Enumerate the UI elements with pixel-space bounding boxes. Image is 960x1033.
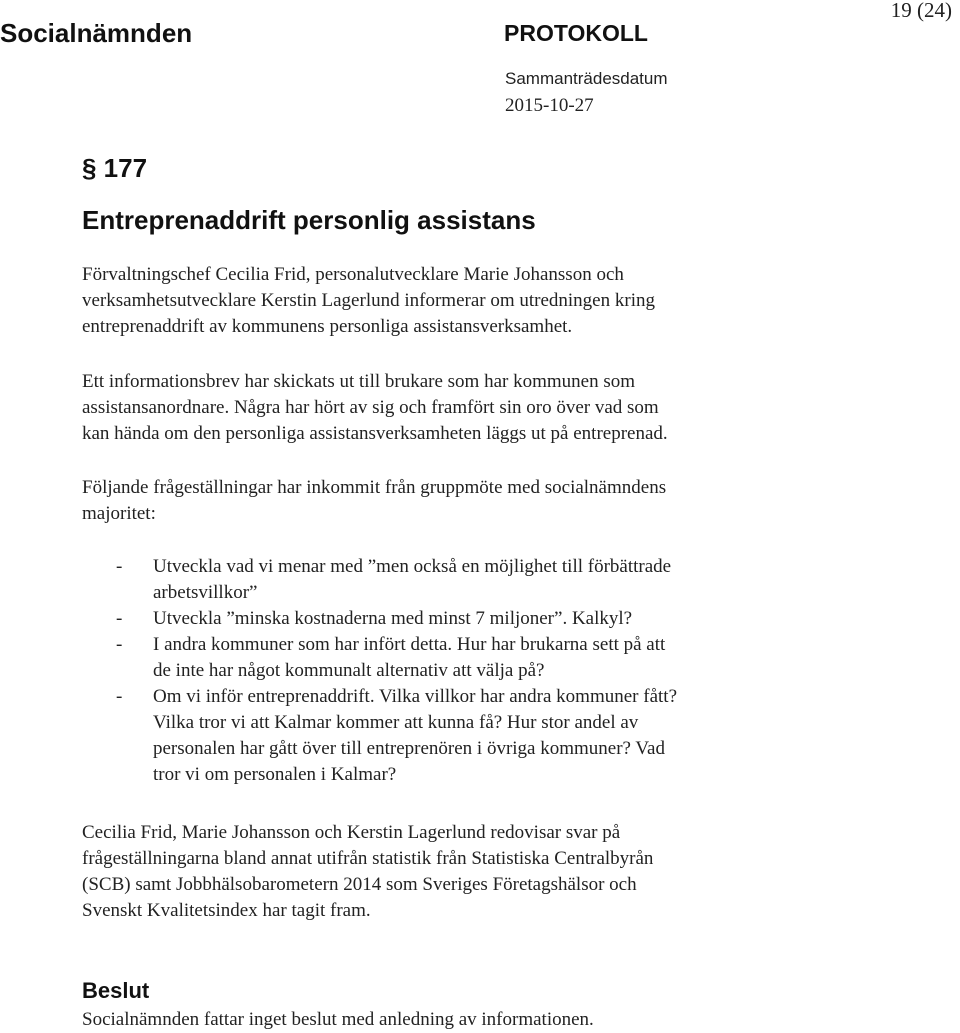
list-bullet: - (116, 686, 123, 707)
decision-heading: Beslut (82, 978, 150, 1003)
paragraph-line: (SCB) samt Jobbhälsobarometern 2014 som Sveriges Företagshälsor och (82, 874, 637, 895)
list-item-line: tror vi om personalen i Kalmar? (153, 764, 397, 785)
paragraph-line: Följande frågeställningar har inkommit från gruppmöte med socialnämndens (82, 477, 667, 498)
meeting-date: 2015-10-27 (505, 95, 594, 116)
paragraph-line: majoritet: (82, 503, 156, 524)
list-bullet: - (116, 634, 123, 655)
paragraph-line: verksamhetsutvecklare Kerstin Lagerlund informerar om utredningen kring (82, 290, 655, 311)
list-item-line: personalen har gått över till entreprenören i övriga kommuner? Vad (153, 738, 665, 759)
questions-intro-paragraph (82, 475, 782, 527)
list-item-line: Om vi inför entreprenaddrift. Vilka villkor har andra kommuner fått? (153, 686, 678, 707)
questions-list (82, 554, 677, 788)
list-item (82, 554, 677, 606)
list-item-line: Utveckla vad vi menar med ”men också en möjlighet till förbättrade (153, 556, 672, 577)
decision-text: Socialnämnden fattar inget beslut med anledning av informationen. (82, 1009, 594, 1030)
info-letter-paragraph (82, 369, 782, 447)
meeting-date-label: Sammanträdesdatum (505, 69, 668, 88)
paragraph-line: frågeställningarna bland annat utifrån statistik från Statistiska Centralbyrån (82, 848, 654, 869)
paragraph-line: Ett informationsbrev har skickats ut till brukare som har kommunen som (82, 371, 636, 392)
section-title: Entreprenaddrift personlig assistans (82, 205, 536, 235)
paragraph-line: Svenskt Kvalitetsindex har tagit fram. (82, 900, 371, 921)
organization-name: Socialnämnden (0, 18, 193, 48)
intro-paragraph (82, 262, 782, 340)
paragraph-line: kan hända om den personliga assistansverksamheten läggs ut på entreprenad. (82, 423, 668, 444)
paragraph-line: Cecilia Frid, Marie Johansson och Kerstin Lagerlund redovisar svar på (82, 822, 621, 843)
response-paragraph (82, 820, 782, 924)
list-item (82, 684, 677, 788)
list-bullet: - (116, 556, 123, 577)
list-item-line: Utveckla ”minska kostnaderna med minst 7 miljoner”. Kalkyl? (153, 608, 633, 629)
page-number: 19 (24) (890, 0, 952, 22)
list-item-line: de inte har något kommunalt alternativ att välja på? (153, 660, 545, 681)
list-item-line: arbetsvillkor” (153, 582, 258, 603)
list-item (82, 606, 677, 632)
paragraph-line: assistansanordnare. Några har hört av sig och framfört sin oro över vad som (82, 397, 659, 418)
list-item-line: Vilka tror vi att Kalmar kommer att kunna få? Hur stor andel av (153, 712, 639, 733)
document-type: PROTOKOLL (504, 20, 648, 46)
paragraph-line: entreprenaddrift av kommunens personliga assistansverksamhet. (82, 316, 573, 337)
section-number: § 177 (82, 153, 148, 183)
list-bullet: - (116, 608, 123, 629)
paragraph-line: Förvaltningschef Cecilia Frid, personalutvecklare Marie Johansson och (82, 264, 624, 285)
list-item (82, 632, 677, 684)
list-item-line: I andra kommuner som har infört detta. Hur har brukarna sett på att (153, 634, 666, 655)
